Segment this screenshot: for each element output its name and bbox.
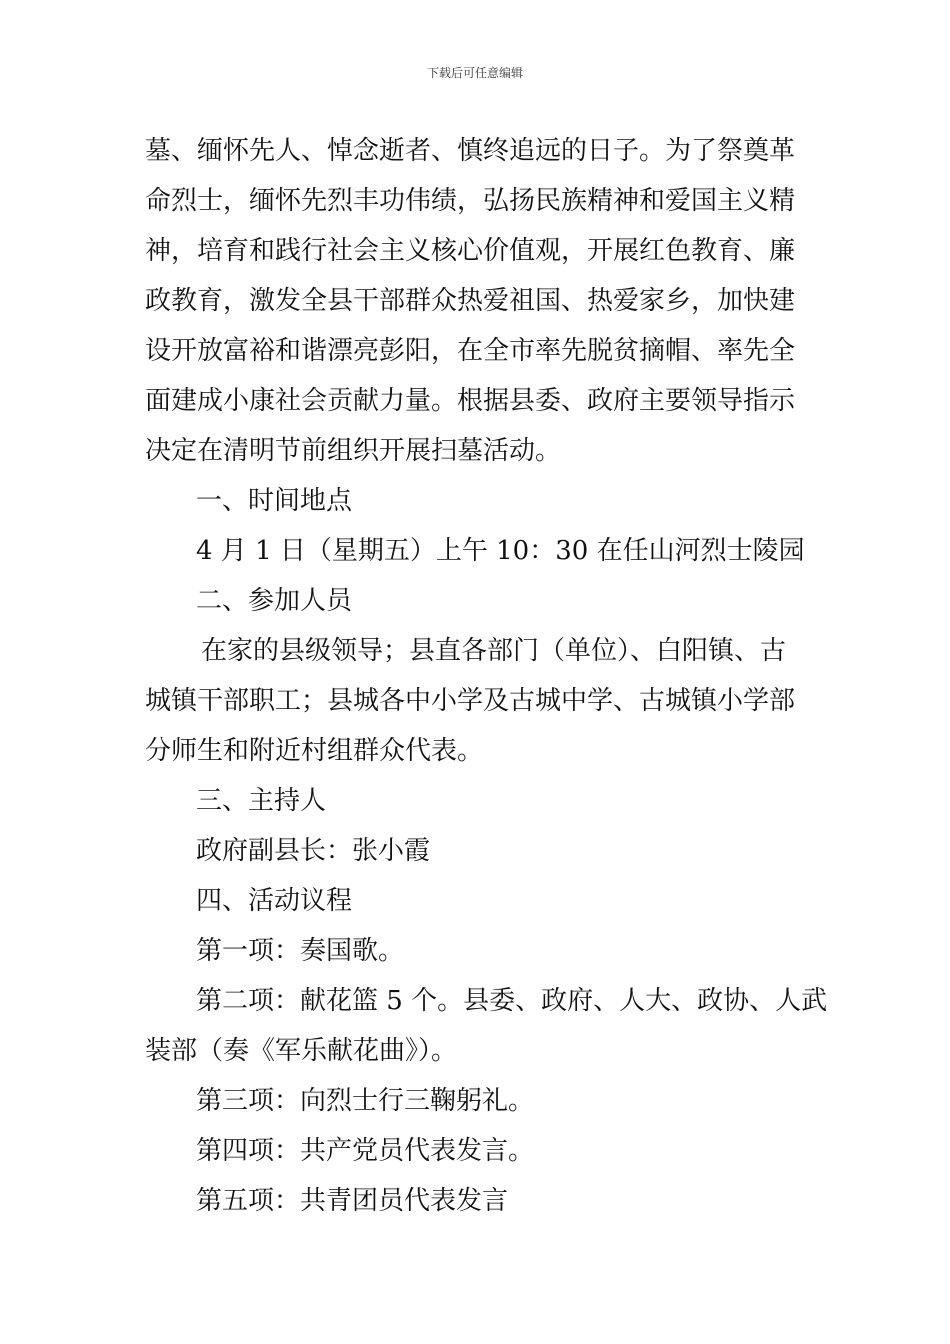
- paragraph-intro: [145, 126, 807, 476]
- text-line: 命烈士，缅怀先烈丰功伟绩，弘扬民族精神和爱国主义精: [145, 186, 796, 216]
- document-body: [145, 126, 828, 1226]
- agenda-item-4: 第四项：共产党员代表发言。: [196, 1136, 535, 1166]
- agenda-item-1: 第一项：奏国歌。: [196, 936, 405, 966]
- text-line: 政教育，激发全县干部群众热爱祖国、热爱家乡，加快建: [145, 286, 796, 316]
- text-line: 装部（奏《军乐献花曲》）。: [145, 1036, 458, 1066]
- agenda-item-3: 第三项：向烈士行三鞠躬礼。: [196, 1086, 535, 1116]
- text-line: 设开放富裕和谐漂亮彭阳，在全市率先脱贫摘帽、率先全: [145, 336, 796, 366]
- section-heading-agenda: 四、活动议程: [196, 886, 353, 916]
- text-line: 神，培育和践行社会主义核心价值观，开展红色教育、廉: [145, 236, 796, 266]
- text-line: 墓、缅怀先人、悼念逝者、慎终追远的日子。为了祭奠革: [145, 136, 796, 166]
- text-line: 决定在清明节前组织开展扫墓活动。: [145, 436, 562, 466]
- section-heading-host: 三、主持人: [196, 786, 327, 816]
- paragraph-participants: [145, 626, 807, 776]
- agenda-item-2: [145, 976, 828, 1076]
- section-heading-participants: 二、参加人员: [196, 586, 353, 616]
- text-line: 在家的县级领导；县直各部门（单位）、白阳镇、古: [201, 636, 787, 666]
- text-line: 城镇干部职工；县城各中小学及古城中学、古城镇小学部: [145, 686, 796, 716]
- host-detail: 政府副县长：张小霞: [196, 836, 431, 866]
- text-line: 第二项：献花篮 5 个。县委、政府、人大、政协、人武: [196, 986, 828, 1016]
- page-header: 下载后可任意编辑: [426, 66, 523, 80]
- time-place-detail: 4 月 1 日（星期五）上午 10：30 在任山河烈士陵园: [196, 536, 805, 566]
- text-line: 面建成小康社会贡献力量。根据县委、政府主要领导指示: [145, 386, 796, 416]
- text-line: 分师生和附近村组群众代表。: [145, 736, 484, 766]
- section-heading-time-place: 一、时间地点: [196, 486, 353, 516]
- agenda-item-5: 第五项：共青团员代表发言: [196, 1186, 509, 1216]
